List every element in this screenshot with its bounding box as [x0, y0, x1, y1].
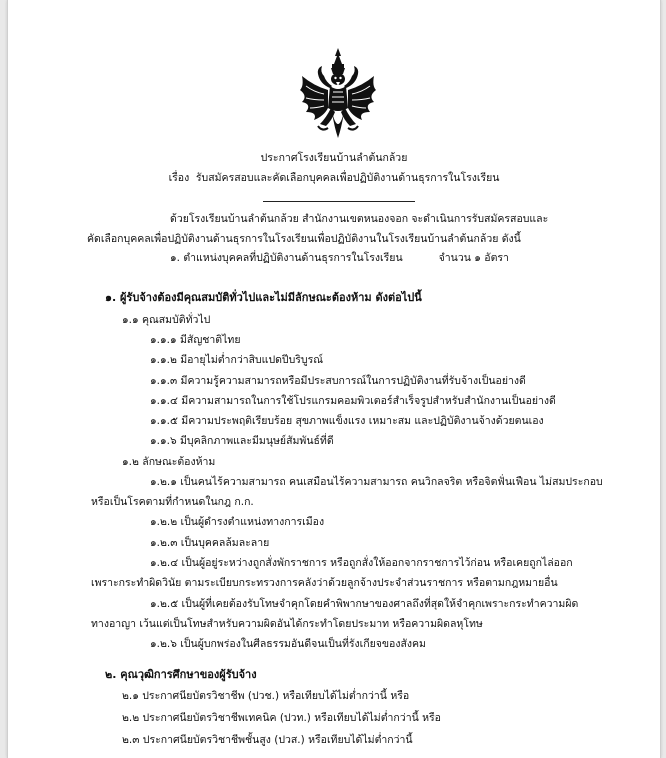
intro-line-1: ด้วยโรงเรียนบ้านลำต้นกล้วย สำนักงานเขตหนองจอก จะดำเนินการรับสมัครสอบและ	[170, 213, 549, 225]
position-name: ๑. ตำแหน่งบุคคลที่ปฏิบัติงานด้านธุรการในโรงเรียน	[170, 252, 403, 264]
list-item-continuation: เพราะกระทำผิดวินัย ตามระเบียบกระทรวงการคลังว่าด้วยลูกจ้างประจำส่วนราชการ หรือตามกฎหมายอื่น	[91, 577, 558, 589]
list-item: ๑.๑.๔ มีความสามารถในการใช้โปรแกรมคอมพิวเตอร์สำเร็จรูปสำหรับสำนักงานเป็นอย่างดี	[150, 395, 556, 407]
list-item: ๑.๒.๓ เป็นบุคคลล้มละลาย	[150, 537, 270, 549]
list-item: ๑.๒.๖ เป็นผู้บกพร่องในศีลธรรมอันดีจนเป็นที่รังเกียจของสังคม	[150, 638, 426, 650]
list-item: ๑.๒.๒ เป็นผู้ดำรงตำแหน่งทางการเมือง	[150, 516, 325, 528]
list-item: ๒.๓ ประกาศนียบัตรวิชาชีพชั้นสูง (ปวส.) หรือเทียบได้ไม่ต่ำกว่านี้	[122, 734, 413, 746]
subject-text: รับสมัครสอบและคัดเลือกบุคคลเพื่อปฏิบัติงานด้านธุรการในโรงเรียน	[195, 172, 500, 184]
garuda-emblem-icon	[296, 46, 380, 142]
announcement-title: ประกาศโรงเรียนบ้านลำต้นกล้วย	[260, 152, 408, 164]
announcement-subject	[8, 171, 660, 185]
intro-line-2: คัดเลือกบุคคลเพื่อปฏิบัติงานด้านธุรการในโรงเรียนเพื่อปฏิบัติงานในโรงเรียนบ้านลำต้นกล้วย ดังนี้	[87, 233, 521, 245]
list-item: ๑.๒.๔ เป็นผู้อยู่ระหว่างถูกสั่งพักราชการ หรือถูกสั่งให้ออกจากราชการไว้ก่อน หรือเคยถูกไล่ออก	[150, 557, 573, 569]
list-item: ๑.๑.๓ มีความรู้ความสามารถหรือมีประสบการณ์ในการปฏิบัติงานที่รับจ้างเป็นอย่างดี	[150, 375, 526, 387]
list-item: ๑.๑.๖ มีบุคลิกภาพและมีมนุษย์สัมพันธ์ที่ดี	[150, 435, 334, 447]
list-item: ๒.๑ ประกาศนียบัตรวิชาชีพ (ปวช.) หรือเทียบได้ไม่ต่ำกว่านี้ หรือ	[122, 690, 410, 702]
section-2-heading: ๒. คุณวุฒิการศึกษาของผู้รับจ้าง	[105, 668, 257, 681]
subject-label: เรื่อง	[168, 172, 190, 184]
title-divider	[263, 201, 415, 202]
list-item: ๑.๑.๑ มีสัญชาติไทย	[150, 334, 241, 346]
list-item: ๑.๒.๑ เป็นคนไร้ความสามารถ คนเสมือนไร้ความสามารถ คนวิกลจริต หรือจิตฟั่นเฟือน ไม่สมประกอบ	[150, 476, 603, 488]
list-item: ๑.๑.๕ มีความประพฤติเรียบร้อย สุขภาพแข็งแรง เหมาะสม และปฏิบัติงานจ้างด้วยตนเอง	[150, 415, 544, 427]
list-item-continuation: หรือเป็นโรคตามที่กำหนดในกฎ ก.ก.	[91, 496, 254, 508]
list-item: ๑.๑.๒ มีอายุไม่ต่ำกว่าสิบแปดปีบริบูรณ์	[150, 354, 323, 366]
list-item-continuation: ทางอาญา เว้นแต่เป็นโทษสำหรับความผิดอันได้กระทำโดยประมาท หรือความผิดลหุโทษ	[91, 618, 483, 630]
list-item: ๒.๒ ประกาศนียบัตรวิชาชีพเทคนิค (ปวท.) หรือเทียบได้ไม่ต่ำกว่านี้ หรือ	[122, 712, 441, 724]
list-item: ๑.๒.๕ เป็นผู้ที่เคยต้องรับโทษจำคุกโดยคำพิพากษาของศาลถึงที่สุดให้จำคุกเพราะกระทำความผิด	[150, 598, 579, 610]
position-quota: จำนวน ๑ อัตรา	[438, 252, 509, 264]
section-1-heading: ๑. ผู้รับจ้างต้องมีคุณสมบัติทั่วไปและไม่มีลักษณะต้องห้าม ดังต่อไปนี้	[105, 291, 422, 304]
general-qualifications-heading: ๑.๑ คุณสมบัติทั่วไป	[122, 314, 211, 326]
position-line	[170, 251, 509, 265]
document-page	[7, 0, 661, 758]
prohibited-heading: ๑.๒ ลักษณะต้องห้าม	[122, 456, 216, 468]
